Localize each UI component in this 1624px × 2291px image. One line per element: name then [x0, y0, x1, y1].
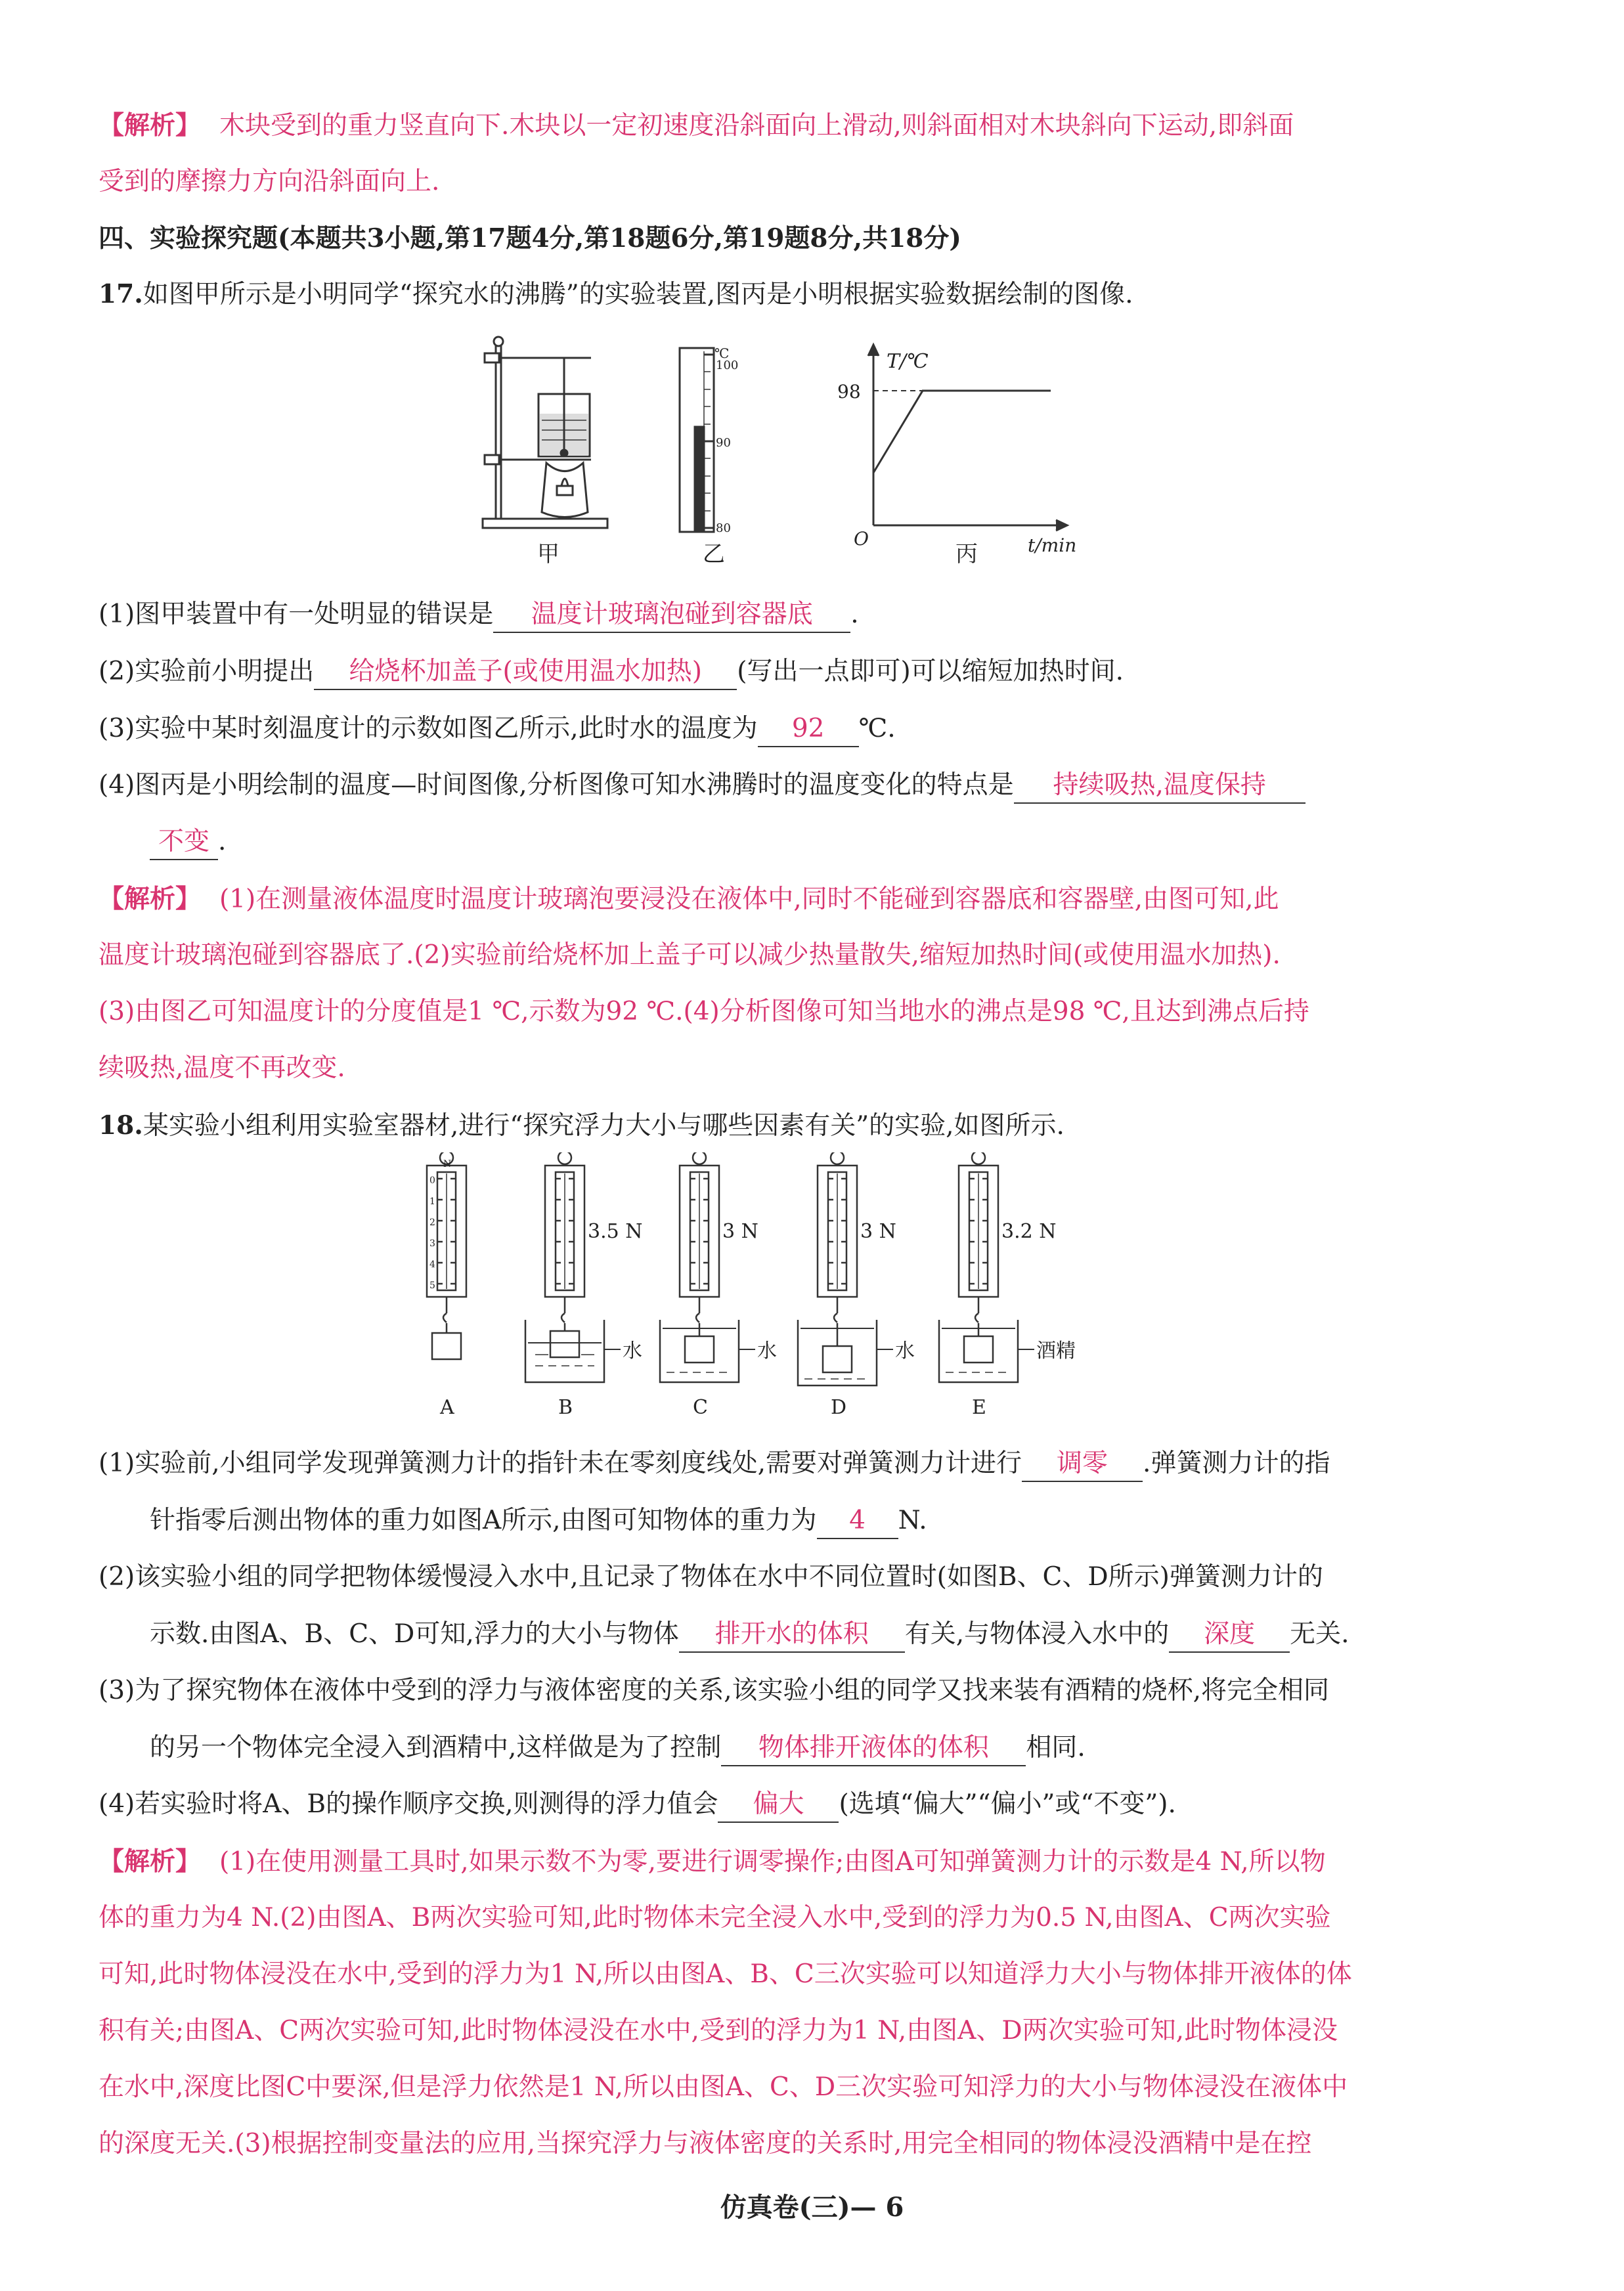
graph-origin: O	[854, 528, 869, 550]
q18-sub2: (2)该实验小组的同学把物体缓慢浸入水中,且记录了物体在水中不同位置时(如图B、C、D所示)弹簧测力计的	[99, 1562, 1323, 1592]
q18-sub4: (4)若实验时将A、B的操作顺序交换,则测得的浮力值会 偏大 (选填“偏大”“偏小”或“不变”).	[99, 1785, 1176, 1824]
q18-sub1-cont: 针指零后测出物体的重力如图A所示,由图可知物体的重力为 4 N.	[150, 1501, 927, 1540]
q17-stem: 17.如图甲所示是小明同学“探究水的沸腾”的实验装置,图丙是小明根据实验数据绘制的图像.	[99, 279, 1133, 309]
page-footer: 仿真卷(三)— 6	[720, 2192, 904, 2223]
label-C: C	[693, 1396, 708, 1419]
meter-E	[939, 1152, 1034, 1382]
q18-answer-2b: 深度	[1169, 1617, 1290, 1653]
q17-analysis-line-2: 温度计玻璃泡碰到容器底了.(2)实验前给烧杯加上盖子可以减少热量散失,缩短加热时间(或使用温水加热).	[99, 940, 1281, 970]
liquid-D: 水	[895, 1340, 915, 1363]
meter-B	[525, 1152, 621, 1382]
label-jia: 甲	[537, 541, 560, 567]
q17-answer-2: 给烧杯加盖子(或使用温水加热)	[314, 655, 737, 690]
q17-analysis-line-1: 【解析】 (1)在测量液体温度时温度计玻璃泡要浸没在液体中,同时不能碰到容器底和容器壁,由图可知,此	[99, 884, 1279, 914]
liquid-C: 水	[757, 1340, 777, 1363]
q18-answer-2a: 排开水的体积	[679, 1617, 905, 1653]
q17-sub1: (1)图甲装置中有一处明显的错误是 温度计玻璃泡碰到容器底 .	[99, 595, 859, 634]
q18-analysis-line-6: 的深度无关.(3)根据控制变量法的应用,当探究浮力与液体密度的关系时,用完全相同的物体浸没酒精中是在控	[99, 2129, 1312, 2158]
tick-100: 100	[716, 359, 739, 372]
reading-C: 3 N	[722, 1220, 758, 1243]
q18-sub2-cont: 示数.由图A、B、C、D可知,浮力的大小与物体 排开水的体积 有关,与物体浸入水中的 深度 无关.	[150, 1615, 1350, 1654]
q18-analysis-line-4: 积有关;由图A、C两次实验可知,此时物体浸没在水中,受到的浮力为1 N,由图A、D两次实验可知,此时物体浸没	[99, 2016, 1338, 2045]
q17-answer-4a: 持续吸热,温度保持	[1014, 768, 1306, 804]
q18-analysis-line-1: 【解析】 (1)在使用测量工具时,如果示数不为零,要进行调零操作;由图A可知弹簧测力计的示数是4 N,所以物	[99, 1846, 1326, 1877]
label-D: D	[831, 1396, 847, 1419]
q18-answer-4: 偏大	[718, 1787, 839, 1823]
q17-sub4-cont: 不变 .	[150, 822, 226, 862]
q17-answer-1: 温度计玻璃泡碰到容器底	[493, 598, 850, 633]
stand-apparatus	[483, 337, 607, 528]
q17-figure	[460, 328, 1116, 571]
meter-C	[660, 1152, 755, 1382]
q18-analysis-line-5: 在水中,深度比图C中要深,但是浮力依然是1 N,所以由图A、C、D三次实验可知浮力的大小与物体浸没在液体中	[99, 2072, 1348, 2102]
tick-80: 80	[716, 521, 731, 535]
reading-D: 3 N	[860, 1220, 896, 1243]
liquid-B: 水	[623, 1340, 642, 1363]
liquid-E: 酒精	[1036, 1340, 1076, 1363]
q18-sub1: (1)实验前,小组同学发现弹簧测力计的指针未在零刻度线处,需要对弹簧测力计进行 调零 .弹簧测力计的指	[99, 1444, 1330, 1483]
label-yi: 乙	[703, 541, 725, 567]
svg-text:N: N	[443, 1159, 452, 1169]
q18-stem: 18.某实验小组利用实验室器材,进行“探究浮力大小与哪些因素有关”的实验,如图所示.	[99, 1110, 1064, 1141]
q18-analysis-line-3: 可知,此时物体浸没在水中,受到的浮力为1 N,所以由图A、B、C三次实验可以知道浮力大小与物体排开液体的体	[99, 1959, 1352, 1989]
reading-B: 3.5 N	[588, 1220, 643, 1243]
q17-sub3: (3)实验中某时刻温度计的示数如图乙所示,此时水的温度为 92 ℃.	[99, 709, 896, 749]
graph-x-axis: t/min	[1028, 535, 1077, 556]
q18-answer-3: 物体排开液体的体积	[721, 1731, 1026, 1766]
label-E: E	[972, 1396, 986, 1419]
q17-answer-3: 92	[758, 712, 859, 747]
q17-analysis-line-3: (3)由图乙可知温度计的分度值是1 ℃,示数为92 ℃.(4)分析图像可知当地水的沸点是98 ℃,且达到沸点后持	[99, 997, 1309, 1026]
q18-answer-1b: 4	[817, 1504, 898, 1539]
svg-text:3: 3	[429, 1238, 435, 1249]
q18-sub3-cont: 的另一个物体完全浸入到酒精中,这样做是为了控制 物体排开液体的体积 相同.	[150, 1728, 1086, 1768]
section-title: 四、实验探究题(本题共3小题,第17题4分,第18题6分,第19题8分,共18分)	[99, 223, 961, 253]
label-A: A	[440, 1396, 454, 1419]
thermo-unit: ℃	[714, 345, 730, 361]
reading-E: 3.2 N	[1001, 1220, 1057, 1243]
label-bing: 丙	[955, 541, 978, 567]
svg-text:1: 1	[429, 1196, 435, 1207]
svg-text:5: 5	[429, 1280, 435, 1291]
q18-sub3: (3)为了探究物体在液体中受到的浮力与液体密度的关系,该实验小组的同学又找来装有酒精的烧杯,将完全相同	[99, 1676, 1330, 1705]
q17-sub2: (2)实验前小明提出 给烧杯加盖子(或使用温水加热) (写出一点即可)可以缩短加热时间.	[99, 652, 1124, 691]
analysis-tag: 【解析】	[99, 110, 202, 141]
tick-90: 90	[716, 436, 731, 450]
q17-sub4: (4)图丙是小明绘制的温度—时间图像,分析图像可知水沸腾时的温度变化的特点是 持续吸热,温度保持	[99, 766, 1306, 805]
thermometer	[680, 348, 714, 532]
graph-98: 98	[837, 381, 861, 403]
meter-D	[798, 1152, 893, 1386]
svg-text:2: 2	[429, 1217, 435, 1228]
q18-analysis-line-2: 体的重力为4 N.(2)由图A、B两次实验可知,此时物体未完全浸入水中,受到的浮力为0.5 N,由图A、C两次实验	[99, 1903, 1331, 1932]
top-analysis-line-2: 受到的摩擦力方向沿斜面向上.	[99, 167, 440, 196]
q17-analysis-line-4: 续吸热,温度不再改变.	[99, 1053, 345, 1083]
q17-answer-4b: 不变	[150, 825, 218, 860]
svg-text:0: 0	[429, 1175, 435, 1186]
label-B: B	[558, 1396, 573, 1419]
graph-y-axis: T/℃	[887, 350, 929, 373]
q18-figure	[394, 1152, 1182, 1428]
top-analysis-line-1: 【解析】 木块受到的重力竖直向下.木块以一定初速度沿斜面向上滑动,则斜面相对木块斜向下运动,即斜面	[99, 110, 1294, 141]
svg-text:4: 4	[429, 1259, 435, 1270]
q18-answer-1: 调零	[1022, 1447, 1143, 1482]
